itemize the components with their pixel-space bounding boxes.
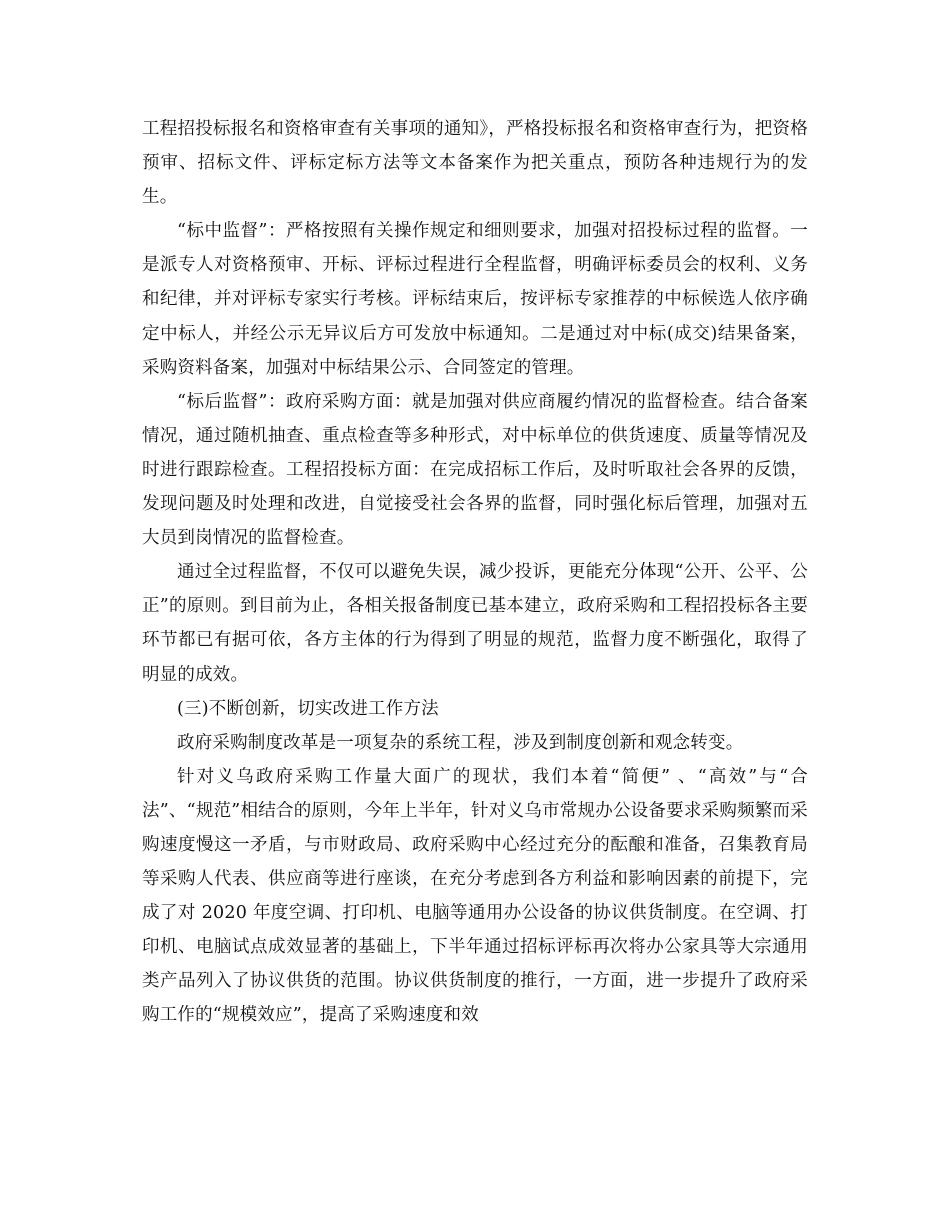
paragraph-3: “标后监督”：政府采购方面：就是加强对供应商履约情况的监督检查。结合备案情况，通过随机抽查、重点检查等多种形式，对中标单位的供货速度、质量等情况及时进行跟踪检查。工程招投标方面：在完成招标工作后，及时听取社会各界的反馈，发现问题及时处理和改进，自觉接受社会各界的监督，同时强化标后管理，加强对五大员到岗情况的监督检查。 xyxy=(142,391,808,549)
paragraph-1: 工程招投标报名和资格审查有关事项的通知》，严格投标报名和资格审查行为，把资格预审、招标文件、评标定标方法等文本备案作为把关重点，预防各种违规行为的发生。 xyxy=(142,119,808,208)
document-body xyxy=(142,112,808,1033)
paragraph-6: 针对义乌政府采购工作量大面广的现状，我们本着“简便” 、“高效”与“合法”、“规范”相结合的原则，今年上半年，针对义乌市常规办公设备要求采购频繁而采购速度慢这一矛盾，与市财政局、政府采购中心经过充分的酝酿和准备，召集教育局等采购人代表、供应商等进行座谈，在充分考虑到各方利益和影响因素的前提下，完成了对 2020 年度空调、打印机、电脑等通用办公设备的协议供货制度。在空调、打印机、电脑试点成效显著的基础上，下半年通过招标评标再次将办公家具等大宗通用类产品列入了协议供货的范围。协议供货制度的推行，一方面，进一步提升了政府采购工作的“规模效应”，提高了采购速度和效 xyxy=(142,766,808,1026)
paragraph-2: “标中监督”：严格按照有关操作规定和细则要求，加强对招投标过程的监督。一是派专人对资格预审、开标、评标过程进行全程监督，明确评标委员会的权利、义务和纪律，并对评标专家实行考核。评标结束后，按评标专家推荐的中标候选人依序确定中标人，并经公示无异议后方可发放中标通知。二是通过对中标(成交)结果备案，采购资料备案，加强对中标结果公示、合同签定的管理。 xyxy=(142,221,808,378)
section-heading: (三)不断创新，切实改进工作方法 xyxy=(177,698,439,719)
paragraph-5: 政府采购制度改革是一项复杂的系统工程，涉及到制度创新和观念转变。 xyxy=(177,732,744,753)
paragraph-4: 通过全过程监督，不仅可以避免失误，减少投诉，更能充分体现“公开、公平、公正”的原则。到目前为止，各相关报备制度已基本建立，政府采购和工程招投标各主要环节都已有据可依，各方主体的行为得到了明显的规范，监督力度不断强化，取得了明显的成效。 xyxy=(142,562,808,685)
